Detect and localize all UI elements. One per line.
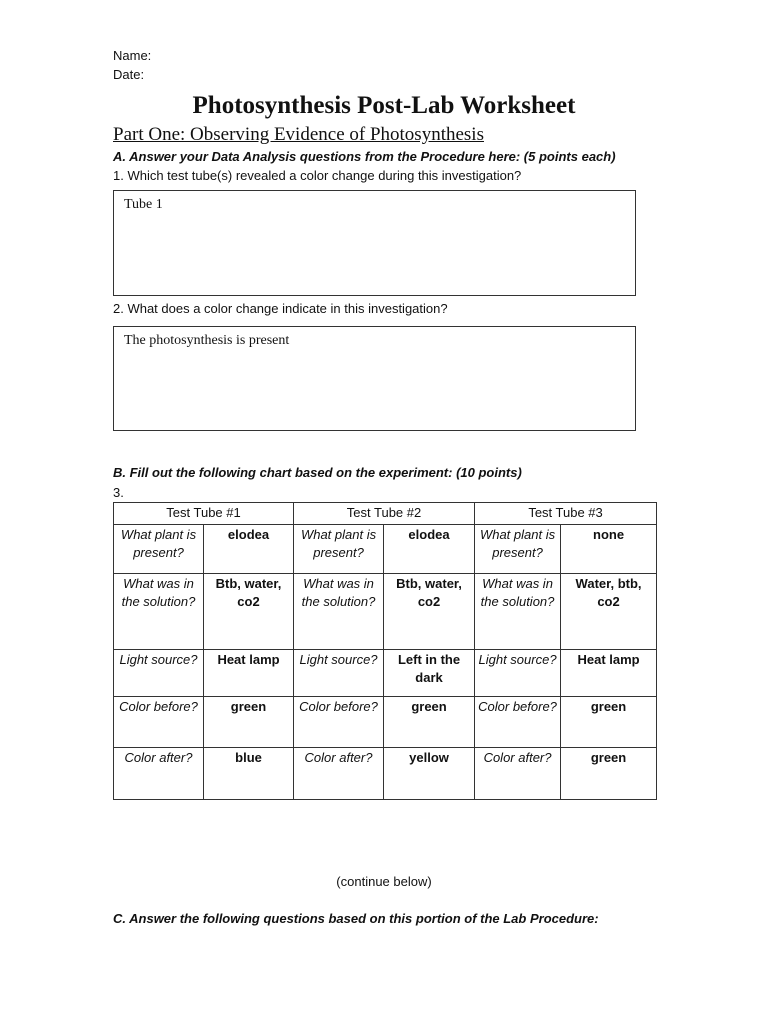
- answer-2-text: The photosynthesis is present: [124, 333, 290, 348]
- answer-1-text: Tube 1: [124, 197, 163, 212]
- row-question: Color before?: [475, 696, 561, 747]
- question-1: 1. Which test tube(s) revealed a color change during this investigation?: [113, 168, 522, 183]
- cell-value: none: [561, 524, 657, 573]
- table-row: [114, 696, 657, 747]
- row-question: What was in the solution?: [475, 573, 561, 649]
- experiment-chart: [113, 502, 657, 800]
- date-label: Date:: [113, 67, 145, 82]
- cell-value: elodea: [204, 524, 294, 573]
- cell-value: blue: [204, 747, 294, 799]
- chart-header-tube-1: Test Tube #1: [114, 503, 294, 525]
- row-question: Light source?: [294, 649, 384, 696]
- table-row: [114, 649, 657, 696]
- cell-value: Heat lamp: [561, 649, 657, 696]
- part-one-heading: Part One: Observing Evidence of Photosynthesis: [113, 124, 484, 145]
- row-question: Light source?: [475, 649, 561, 696]
- answer-box-2[interactable]: [113, 326, 636, 431]
- row-question: What plant is present?: [114, 524, 204, 573]
- row-question: What was in the solution?: [294, 573, 384, 649]
- name-label: Name:: [113, 48, 152, 63]
- cell-value: elodea: [384, 524, 475, 573]
- worksheet-title: Photosynthesis Post-Lab Worksheet: [192, 92, 576, 119]
- question-3: 3.: [113, 485, 124, 500]
- cell-value: green: [384, 696, 475, 747]
- section-c-instruction: C. Answer the following questions based on this portion of the Lab Procedure:: [113, 911, 599, 926]
- cell-value: yellow: [384, 747, 475, 799]
- section-a-instruction: A. Answer your Data Analysis questions from the Procedure here: (5 points each): [113, 149, 616, 164]
- question-2: 2. What does a color change indicate in this investigation?: [113, 301, 448, 316]
- section-b-instruction: B. Fill out the following chart based on the experiment: (10 points): [113, 465, 522, 480]
- cell-value: Btb, water, co2: [204, 573, 294, 649]
- chart-header-tube-2: Test Tube #2: [294, 503, 475, 525]
- cell-value: Left in the dark: [384, 649, 475, 696]
- chart-header-tube-3: Test Tube #3: [475, 503, 657, 525]
- cell-value: Heat lamp: [204, 649, 294, 696]
- table-row: [114, 524, 657, 573]
- row-question: Color before?: [294, 696, 384, 747]
- cell-value: green: [561, 696, 657, 747]
- continue-note: (continue below): [336, 874, 432, 889]
- row-question: Light source?: [114, 649, 204, 696]
- cell-value: Water, btb, co2: [561, 573, 657, 649]
- cell-value: green: [204, 696, 294, 747]
- answer-box-1[interactable]: [113, 190, 636, 296]
- cell-value: green: [561, 747, 657, 799]
- row-question: What plant is present?: [475, 524, 561, 573]
- table-row: [114, 573, 657, 649]
- table-row: [114, 747, 657, 799]
- row-question: Color after?: [294, 747, 384, 799]
- row-question: What plant is present?: [294, 524, 384, 573]
- row-question: Color before?: [114, 696, 204, 747]
- cell-value: Btb, water, co2: [384, 573, 475, 649]
- row-question: Color after?: [114, 747, 204, 799]
- row-question: What was in the solution?: [114, 573, 204, 649]
- row-question: Color after?: [475, 747, 561, 799]
